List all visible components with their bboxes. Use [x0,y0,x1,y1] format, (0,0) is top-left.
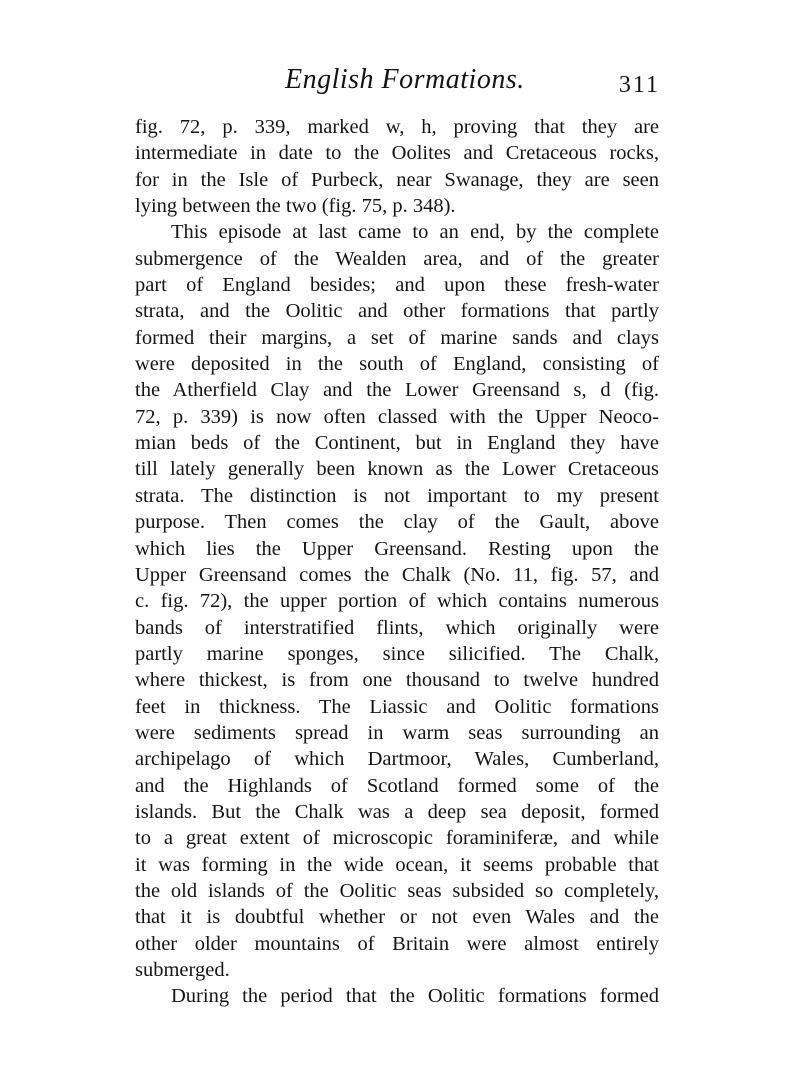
text-line: were deposited in the south of England, consisting of [135,353,659,376]
text-line: mian beds of the Continent, but in England they have [135,432,659,455]
running-title: English Formations. [285,64,525,95]
text-line: 72, p. 339) is now often classed with the Upper Neoco- [135,405,659,428]
paragraph-first-line: This episode at last came to an end, by the complete [171,221,659,244]
body-text [135,114,659,1010]
text-line: intermediate in date to the Oolites and Cretaceous rocks, [135,142,659,165]
paragraph-first-line: During the period that the Oolitic formations formed [171,985,659,1008]
text-line: submergence of the Wealden area, and of the greater [135,247,659,270]
text-line: islands. But the Chalk was a deep sea deposit, formed [135,800,659,823]
page-number: 311 [618,72,660,98]
text-line: that it is doubtful whether or not even Wales and the [135,906,659,929]
text-line: strata, and the Oolitic and other formations that partly [135,300,659,323]
running-head [135,64,660,104]
text-line: strata. The distinction is not important to my present [135,484,659,507]
text-line: formed their margins, a set of marine sands and clays [135,326,659,349]
text-line: bands of interstratified flints, which originally were [135,616,659,639]
text-line: where thickest, is from one thousand to twelve hundred [135,669,659,692]
text-line: c. fig. 72), the upper portion of which contains numerous [135,590,659,613]
text-line: it was forming in the wide ocean, it seems probable that [135,853,659,876]
text-line: part of England besides; and upon these fresh-water [135,274,659,297]
text-line: partly marine sponges, since silicified. The Chalk, [135,642,659,665]
text-line: the Atherfield Clay and the Lower Greensand s, d (fig. [135,379,659,402]
text-line: and the Highlands of Scotland formed some of the [135,774,659,797]
text-line: Upper Greensand comes the Chalk (No. 11, fig. 57, and [135,563,659,586]
text-line: the old islands of the Oolitic seas subsided so completely, [135,879,659,902]
text-line: purpose. Then comes the clay of the Gault, above [135,511,659,534]
text-line: other older mountains of Britain were almost entirely [135,932,659,955]
text-line: were sediments spread in warm seas surrounding an [135,721,659,744]
text-line: feet in thickness. The Liassic and Oolitic formations [135,695,659,718]
text-line: lying between the two (fig. 75, p. 348). [135,195,456,218]
text-line: archipelago of which Dartmoor, Wales, Cumberland, [135,748,659,771]
text-line: submerged. [135,959,230,981]
text-line: for in the Isle of Purbeck, near Swanage, they are seen [135,168,659,191]
text-line: to a great extent of microscopic foraminiferæ, and while [135,827,659,850]
text-line: fig. 72, p. 339, marked w, h, proving that they are [135,116,659,138]
text-line: till lately generally been known as the Lower Cretaceous [135,458,659,481]
text-line: which lies the Upper Greensand. Resting upon the [135,537,659,560]
